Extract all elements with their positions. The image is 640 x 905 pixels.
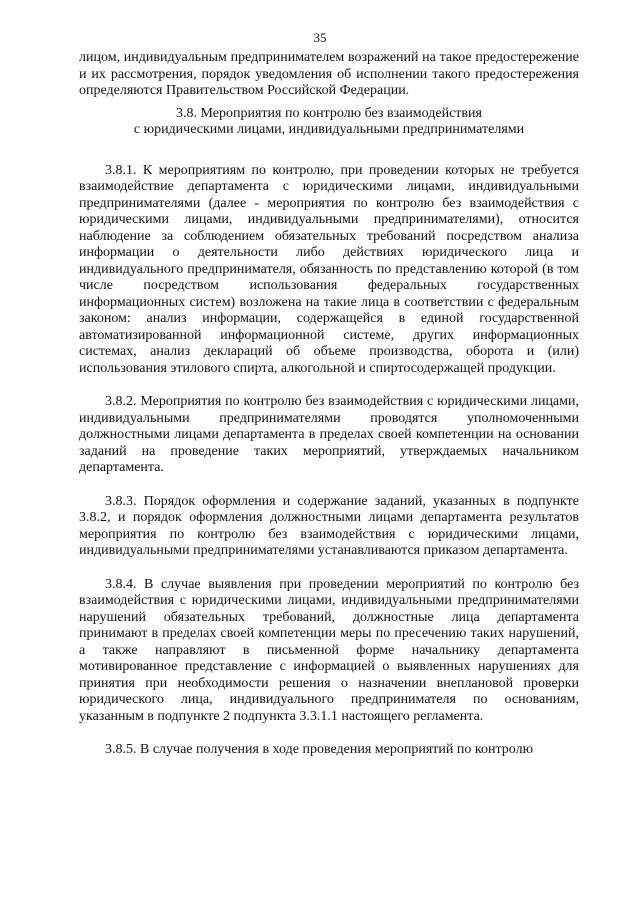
paragraph-3-8-3: 3.8.3. Порядок оформления и содержание заданий, указанных в подпункте 3.8.2, и порядок оформления должностными лицами департамента результатов мероприятия по контролю без взаимодействия с юридическими лицами, индивидуальными предпринимателями устанавливаются приказом департамента.	[79, 493, 579, 558]
intro-paragraph: лицом, индивидуальным предпринимателем возражений на такое предостережение и их рассмотрения, порядок уведомления об исполнении такого предостережения определяются Правительством Российской Федерации.	[79, 50, 579, 98]
paragraph-3-8-4: 3.8.4. В случае выявления при проведении мероприятий по контролю без взаимодействия с юридическими лицами, индивидуальными предпринимателями нарушений обязательных требований, должностные лица департамента принимают в пределах своей компетенции меры по пресечению таких нарушений, а также направляют в письменной форме начальнику департамента мотивированное представление с информацией о выявленных нарушениях для принятия при необходимости решения о назначении внеплановой проверки юридического лица, индивидуального предпринимателя по основаниям, указанным в подпункте 2 подпункта 3.3.1.1 настоящего регламента.	[79, 576, 579, 724]
paragraph-3-8-1: 3.8.1. К мероприятиям по контролю, при проведении которых не требуется взаимодействие департамента с юридическими лицами, индивидуальными предпринимателями (далее - мероприятия по контролю без взаимодействия с юридическими лицами, индивидуальными предпринимателями), относится наблюдение за соблюдением обязательных требований посредством анализа информации о деятельности либо действиях юридического лица и индивидуального предпринимателя, обязанность по представлению которой (в том числе посредством использования федеральных государственных информационных систем) возложена на такие лица в соответствии с федеральным законом: анализ информации, содержащейся в единой государственной автоматизированной информационной системе, других информационных системах, анализ деклараций об объеме производства, оборота и (или) использования этилового спирта, алкогольной и спиртосодержащей продукции.	[79, 162, 579, 376]
document-body	[79, 50, 579, 759]
paragraph-3-8-2: 3.8.2. Мероприятия по контролю без взаимодействия с юридическими лицами, индивидуальными предпринимателями проводятся уполномоченными должностными лицами департамента в пределах своей компетенции на основании заданий на проведение таких мероприятий, утверждаемых начальником департамента.	[79, 394, 579, 475]
paragraph-3-8-5: 3.8.5. В случае получения в ходе проведения мероприятий по контролю	[105, 742, 534, 757]
page-number: 35	[313, 30, 327, 45]
section-heading-line-2: с юридическими лицами, индивидуальными предпринимателями	[133, 122, 525, 137]
section-heading-line-1: 3.8. Мероприятия по контролю без взаимодействия	[176, 105, 482, 121]
section-heading	[79, 106, 579, 139]
